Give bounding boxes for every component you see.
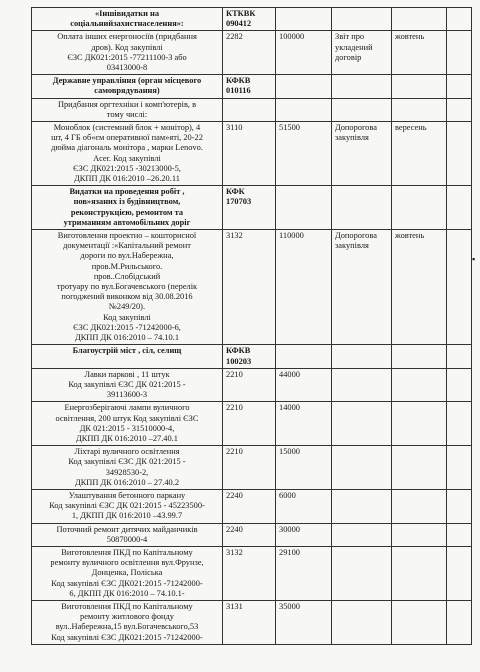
item-description-line: пров.М.Рильського. [91,261,163,271]
procurement-procedure-line: закупівля [335,241,369,251]
section-title-line: «Іншівидатки на [94,9,160,18]
start-month: жовтень [392,230,447,345]
item-description [32,489,223,523]
empty-cell [332,75,392,98]
item-description-line: ДК 021:2015 - 31510000-4, [79,423,175,433]
section-title-line: Державне управління (орган місцевого [52,76,202,86]
procurement-procedure [332,546,392,600]
item-description-line: Улаштування бетонного паркану [68,490,186,500]
start-month [392,402,447,446]
item-description-line: Код закупівлі ЄЗС ДК 021:2015 - [68,457,186,467]
section-code-line: 170703 [226,197,252,207]
item-description-line: Код закупівлі [103,312,151,322]
kekv-code: 2240 [223,523,276,546]
section-code [223,186,276,230]
section-title [32,75,223,98]
section-title-line: соціальнийзахистнаселення»: [70,19,184,29]
item-amount: 51500 [276,122,332,186]
empty-cell [332,345,392,368]
kekv-code: 2210 [223,446,276,490]
item-amount [276,98,332,121]
item-description [32,402,223,446]
item-description-line: Виготовлення ПКД по Капітальному [61,547,193,557]
section-code-line: 090412 [226,19,252,29]
start-month: вересень [392,122,447,186]
section-row [32,75,472,98]
item-description-line: Лавки паркові , 11 штук [84,369,170,379]
empty-cell [276,75,332,98]
item-description-line: 1, ДКПП ДК 016:2010 –43.99.7 [71,511,183,521]
section-code-line: КФКВ [226,76,251,86]
scan-mark: ▪ [472,254,476,264]
item-description-line: дюйма діагональ монітора , марки Lenovo. [51,143,203,153]
item-description [32,600,223,644]
item-description-line: Поточний ремонт дитячих майданчиків [56,524,198,534]
procurement-procedure [332,446,392,490]
section-code [223,8,276,31]
item-description-line: 03413000-8 [106,63,148,73]
procurement-procedure-line: Допорогова [335,231,377,241]
item-description-line: 34928530-2, [105,467,149,477]
empty-cell [447,402,472,446]
item-description [32,122,223,186]
item-description [32,98,223,121]
item-row [32,489,472,523]
item-description-line: 50870000-4 [106,534,148,544]
plan-table-body [32,8,472,645]
kekv-code: 3132 [223,546,276,600]
empty-cell [447,8,472,31]
item-description-line: Енергозберігаючі лампи вуличного [64,403,190,413]
kekv-code: 2210 [223,368,276,402]
item-row [32,230,472,345]
section-title [32,345,223,368]
empty-cell [332,186,392,230]
item-description [32,546,223,600]
item-amount: 29100 [276,546,332,600]
item-description-line: 6, ДКПП ДК 016:2010 – 74.10.1- [69,588,185,598]
kekv-code [223,98,276,121]
empty-cell [392,345,447,368]
item-description-line: ЄЗС ДК021:2015 -71242000-6, [73,322,181,332]
item-description-line: Acer. Код закупівлі [93,153,161,163]
item-description-line: дороги по вул.Набережна, [80,251,174,261]
item-description-line: ДКПП ДК 016:2010 –27.40.1 [76,433,178,443]
item-description-line: Код закупівлі ЄЗС ДК021:2015 -71242000- [51,632,203,642]
empty-cell [447,75,472,98]
item-description-line: освітлення, 200 штук Код закупівлі ЄЗС [55,413,199,423]
start-month [392,98,447,121]
item-description [32,230,223,345]
item-row [32,31,472,75]
item-description-line: ДКПП ДК 016:2010 –26.20.11 [74,174,180,184]
section-title [32,186,223,230]
item-row [32,402,472,446]
section-title [32,8,223,31]
item-amount: 110000 [276,230,332,345]
start-month [392,368,447,402]
item-row [32,523,472,546]
procurement-procedure [332,523,392,546]
kekv-code: 3132 [223,230,276,345]
section-title-line: Видатки на проведення робіт , [69,187,185,197]
section-code [223,345,276,368]
empty-cell [276,8,332,31]
empty-cell [447,489,472,523]
item-description [32,523,223,546]
item-amount: 44000 [276,368,332,402]
procurement-procedure-line: договір [335,52,362,62]
item-row [32,600,472,644]
empty-cell [392,75,447,98]
section-title-line: самоврядування) [94,86,160,96]
section-title-line: пов»язаних із будівництвом, [73,197,181,207]
item-description-line: Придбання оргтехніки і комп'ютерів, в [57,99,197,109]
kekv-code: 3131 [223,600,276,644]
item-description-line: ЄЗС ДК021:2015 -30213000-5, [73,163,181,173]
section-row [32,186,472,230]
empty-cell [447,122,472,186]
procurement-procedure [332,98,392,121]
empty-cell [392,8,447,31]
kekv-code: 2240 [223,489,276,523]
section-code [223,75,276,98]
kekv-code: 3110 [223,122,276,186]
section-title-line: Благоустрій міст , сіл, селищ [72,346,182,356]
item-description-line: ЄЗС ДК021:2015 -77211100-3 або [67,52,187,62]
item-description-line: пров..Слобідський [93,271,161,281]
procurement-procedure [332,31,392,75]
item-description-line: шт, 4 ГБ об«єм оперативної пам»яті, 20-22 [51,133,203,143]
section-row [32,345,472,368]
item-row [32,446,472,490]
section-code-line: 100203 [226,356,252,366]
section-code-line: КФК [226,187,245,197]
item-description-line: №249/20). [108,302,146,312]
procurement-procedure-line: закупівля [335,133,369,143]
item-description-line: ремонту житлового фонду [80,612,174,622]
empty-cell [447,600,472,644]
empty-cell [447,230,472,345]
item-description-line: Код закупівлі ЄЗС ДК 021:2015 - 45223500- [49,501,205,511]
procurement-procedure [332,600,392,644]
item-description-line: ДКПП ДК 016:2010 – 27.40.2 [74,477,180,487]
item-description-line: дров). Код закупівлі [91,42,163,52]
empty-cell [276,186,332,230]
procurement-procedure [332,368,392,402]
item-amount: 6000 [276,489,332,523]
kekv-code: 2282 [223,31,276,75]
item-description-line: тому числі: [106,109,148,119]
item-row [32,122,472,186]
empty-cell [447,31,472,75]
procurement-procedure-line: Звіт про [335,32,365,42]
item-description-line: Виготовлення проектно – кошторисної [57,231,197,241]
procurement-plan-table [31,7,472,645]
start-month [392,600,447,644]
empty-cell [392,186,447,230]
item-description-line: 39113600-3 [106,390,148,400]
item-description-line: Донценка, Поліська [91,568,163,578]
item-description-line: Код закупівлі ЄЗС ДК021:2015 -71242000- [51,578,203,588]
procurement-procedure [332,122,392,186]
procurement-procedure-line: укладений [335,42,373,52]
item-description-line: погоджений виконком від 30.08.2016 [61,292,193,302]
item-description-line: Код закупівлі ЄЗС ДК 021:2015 - [68,379,186,389]
item-description-line: Моноблок (системний блок + монітор), 4 [53,123,201,133]
item-description-line: Оплата інших енергоносіїв (придбання [57,32,197,42]
item-description-line: Ліхтарі вуличного освітлення [74,447,180,457]
item-description [32,446,223,490]
start-month [392,546,447,600]
item-description-line: ремонту вуличного освітлення вул.Фрунзе, [50,558,204,568]
procurement-procedure-line: Допорогова [335,123,377,133]
start-month [392,523,447,546]
item-amount: 30000 [276,523,332,546]
empty-cell [447,446,472,490]
item-description-line: Виготовлення ПКД по Капітальному [61,601,193,611]
start-month: жовтень [392,31,447,75]
empty-cell [447,345,472,368]
section-title-line: реконструкцією, ремонтом та [70,207,184,217]
item-description-line: вул..Набережна,15 вул.Богачевського,53 [55,622,199,632]
start-month [392,446,447,490]
empty-cell [447,368,472,402]
empty-cell [332,8,392,31]
empty-cell [276,345,332,368]
item-description [32,368,223,402]
procurement-procedure [332,230,392,345]
kekv-code: 2210 [223,402,276,446]
item-amount: 15000 [276,446,332,490]
section-code-line: КТКВК [226,9,256,18]
empty-cell [447,546,472,600]
procurement-procedure [332,402,392,446]
item-amount: 35000 [276,600,332,644]
item-description-line: ДКПП ДК 016:2010 – 74.10.1 [74,333,180,343]
section-title-line: утриманням автомобільних доріг [63,217,191,227]
section-row [32,8,472,31]
item-amount: 100000 [276,31,332,75]
section-code-line: 010116 [226,86,251,96]
item-row [32,368,472,402]
empty-cell [447,98,472,121]
start-month [392,489,447,523]
item-row [32,98,472,121]
procurement-procedure [332,489,392,523]
item-description-line: тротуару по вул.Богачевського (перелік [56,282,198,292]
item-row [32,546,472,600]
item-amount: 14000 [276,402,332,446]
empty-cell [447,186,472,230]
section-code-line: КФКВ [226,346,251,356]
item-description-line: документації :«Капітальний ремонт [63,241,191,251]
item-description [32,31,223,75]
empty-cell [447,523,472,546]
